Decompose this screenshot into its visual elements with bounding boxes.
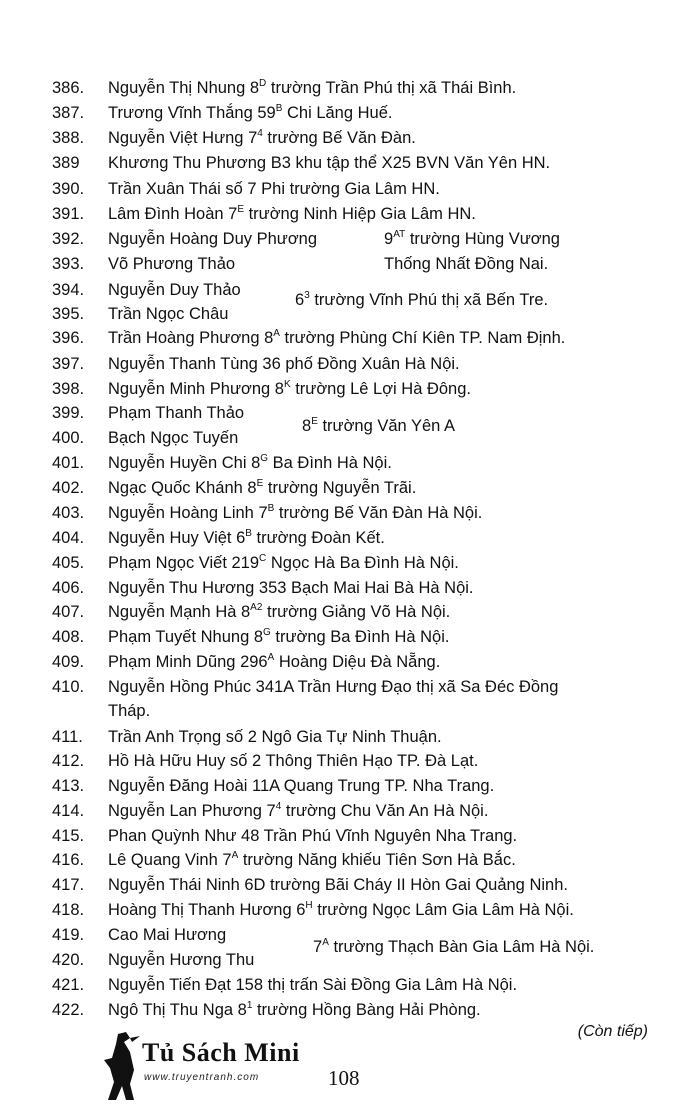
entry-text [108, 227, 317, 251]
entry-number: 418. [52, 901, 85, 919]
list-item [0, 101, 700, 125]
entry-name: Nguyễn Thị Nhung 8 [108, 79, 260, 97]
entry-text [108, 699, 150, 723]
entry-text [108, 252, 235, 276]
entry-number: 413. [52, 777, 85, 795]
class-superscript: 4 [257, 127, 263, 139]
entry-name: Nguyễn Thái Ninh 6D trường Bãi Cháy II Hòn Gai Quảng Ninh. [108, 876, 568, 894]
entry-name: Khương Thu Phương B3 khu tập thể X25 BVN Văn Yên HN. [108, 154, 551, 172]
entry-number: 398. [52, 380, 85, 398]
page-number: 108 [328, 1066, 360, 1090]
entry-number: 403. [52, 504, 85, 522]
entry-text [108, 600, 450, 624]
entry-address: trường Giảng Võ Hà Nội. [262, 603, 451, 621]
list-item [0, 177, 700, 201]
entry-number: 422. [52, 1001, 85, 1019]
list-item [0, 774, 700, 798]
entry-name: Nguyễn Minh Phương 8 [108, 380, 284, 398]
entry-text [108, 923, 226, 947]
list-item [0, 526, 700, 550]
entry-address: Ba Đình Hà Nội. [268, 454, 392, 472]
class-superscript: 4 [275, 800, 282, 812]
list-item [0, 973, 700, 997]
list-item [0, 749, 700, 773]
entry-text [108, 126, 416, 150]
entry-number: 394. [52, 281, 85, 299]
entry-name: Nguyễn Lan Phương 7 [108, 802, 276, 820]
entry-name: Lê Quang Vinh 7 [108, 851, 232, 869]
list-item [0, 476, 700, 500]
continued-note: (Còn tiếp) [577, 1023, 648, 1040]
entry-number: 414. [52, 802, 85, 820]
entry-text [108, 101, 392, 125]
entry-name: Trần Anh Trọng số 2 Ngô Gia Tự Ninh Thuận. [108, 728, 442, 746]
class-superscript: B [275, 102, 283, 114]
list-item [0, 227, 700, 251]
list-item [0, 451, 700, 475]
entry-number: 406. [52, 579, 85, 597]
entry-name: Nguyễn Hồng Phúc 341A Trần Hưng Đạo thị xã Sa Đéc Đồng [108, 678, 559, 696]
entry-text [108, 625, 450, 649]
entry-number: 402. [52, 479, 85, 497]
entry-number: 411. [52, 728, 83, 746]
entry-name: Trần Xuân Thái số 7 Phi trường Gia Lâm HN. [108, 180, 440, 198]
entry-text [108, 326, 565, 350]
entry-name: Nguyễn Huyền Chi 8 [108, 454, 261, 472]
entry-name: Nguyễn Thu Hương 353 Bạch Mai Hai Bà Hà Nội. [108, 579, 474, 597]
entry-text [108, 426, 238, 450]
entry-text [108, 278, 241, 302]
entry-text [108, 501, 482, 525]
entry-text [108, 774, 494, 798]
entry-address: Chi Lăng Huế. [282, 104, 393, 122]
list-item [0, 377, 700, 401]
list-item [0, 699, 700, 723]
entry-name: Phan Quỳnh Như 48 Trần Phú Vĩnh Nguyên Nha Trang. [108, 827, 518, 845]
entry-text [108, 151, 550, 175]
publisher-logo [100, 1030, 305, 1104]
entry-text [108, 799, 488, 823]
group-address-399-400: $8^E$ trường Văn Yên A [302, 415, 456, 435]
entry-text [108, 576, 474, 600]
list-item [0, 799, 700, 823]
entry-name: Trần Hoàng Phương 8 [108, 329, 274, 347]
entry-name: Nguyễn Hoàng Duy Phương [108, 230, 317, 248]
list-item [0, 76, 700, 100]
entry-number: 415. [52, 827, 85, 845]
list-item [0, 151, 700, 175]
class-superscript: A2 [250, 601, 263, 613]
entry-text [108, 998, 481, 1022]
entry-address: trường Phùng Chí Kiên TP. Nam Định. [279, 329, 566, 347]
entry-text [108, 177, 440, 201]
list-item [0, 625, 700, 649]
list-item [0, 551, 700, 575]
entry-text [108, 451, 392, 475]
entry-number: 409. [52, 653, 85, 671]
list-item [0, 824, 700, 848]
entry-address: trường Ba Đình Hà Nội. [270, 628, 450, 646]
entry-text [108, 476, 416, 500]
entry-name: Hồ Hà Hữu Huy số 2 Thông Thiên Hạo TP. Đà Lạt. [108, 752, 479, 770]
logo-url: www.truyentranh.com [144, 1072, 260, 1083]
entry-name: Bạch Ngọc Tuyến [108, 429, 239, 447]
class-superscript: E [256, 477, 264, 489]
class-superscript: G [260, 452, 269, 464]
entry-address: trường Ngọc Lâm Gia Lâm Hà Nội. [312, 901, 574, 919]
list-item [0, 600, 700, 624]
entry-number: 395. [52, 305, 85, 323]
list-item [0, 202, 700, 226]
group-address-392-393-line2: Thống Nhất Đồng Nai. [384, 255, 549, 273]
entry-number: 399. [52, 404, 85, 422]
entry-name: Nguyễn Việt Hưng 7 [108, 129, 258, 147]
entry-text [108, 401, 244, 425]
entry-number: 404. [52, 529, 85, 547]
list-item [0, 501, 700, 525]
class-superscript: K [283, 378, 291, 390]
entry-number: 405. [52, 554, 85, 572]
entry-name: Nguyễn Tiến Đạt 158 thị trấn Sài Đồng Gia Lâm Hà Nội. [108, 976, 518, 994]
entry-text [108, 377, 471, 401]
class-superscript: B [245, 527, 252, 539]
entry-text [108, 848, 516, 872]
entry-number: 417. [52, 876, 85, 894]
entry-address: trường Trần Phú thị xã Thái Bình. [266, 79, 517, 97]
entry-text [108, 973, 517, 997]
entry-number: 400. [52, 429, 85, 447]
entry-name: Nguyễn Hương Thu [108, 951, 255, 969]
entry-name: Ngô Thị Thu Nga 8 [108, 1001, 247, 1019]
entry-text [108, 76, 516, 100]
entry-address: trường Năng khiếu Tiên Sơn Hà Bắc. [238, 851, 516, 869]
entry-number: 393. [52, 255, 85, 273]
entry-number: 416. [52, 851, 85, 869]
entry-text [108, 898, 574, 922]
entry-text [108, 526, 385, 550]
entry-number: 410. [52, 678, 85, 696]
list-item [0, 352, 700, 376]
entry-address: trường Hồng Bàng Hải Phòng. [252, 1001, 481, 1019]
entry-number: 412. [52, 752, 85, 770]
class-superscript: B [267, 502, 275, 514]
entry-name: Nguyễn Huy Việt 6 [108, 529, 246, 547]
class-superscript: E [237, 203, 244, 215]
entry-text [108, 749, 478, 773]
list-item [0, 126, 700, 150]
group-address-392-393-line1: $9^{AT}$ trường Hùng Vương [384, 228, 560, 248]
entry-text [108, 948, 254, 972]
list-item [0, 998, 700, 1022]
entry-name: Nguyễn Thanh Tùng 36 phố Đồng Xuân Hà Nội. [108, 355, 460, 373]
entry-address: trường Bế Văn Đàn. [262, 129, 416, 147]
entry-number: 408. [52, 628, 85, 646]
list-item [0, 725, 700, 749]
entry-text [108, 873, 568, 897]
entry-name: Nguyễn Duy Thảo [108, 281, 241, 299]
class-superscript: G [263, 626, 271, 638]
entry-name: Hoàng Thị Thanh Hương 6 [108, 901, 306, 919]
entry-name: Lâm Đình Hoàn 7 [108, 205, 238, 223]
list-item [0, 848, 700, 872]
entry-address: Ngọc Hà Ba Đình Hà Nội. [266, 554, 459, 572]
entry-number: 389 [52, 154, 80, 172]
entry-text [108, 725, 442, 749]
entry-address: trường Bế Văn Đàn Hà Nội. [274, 504, 483, 522]
entry-text [108, 302, 228, 326]
entry-number: 401. [52, 454, 85, 472]
entry-number: 388. [52, 129, 85, 147]
class-superscript: D [259, 77, 267, 89]
entry-name: Phạm Tuyết Nhung 8 [108, 628, 264, 646]
entry-address: Hoàng Diệu Đà Nẵng. [274, 653, 441, 671]
entry-number: 386. [52, 79, 85, 97]
entry-name: Nguyễn Mạnh Hà 8 [108, 603, 251, 621]
group-address-394-395: $6^3$ trường Vĩnh Phú thị xã Bến Tre. [295, 289, 549, 309]
entry-address: trường Ninh Hiệp Gia Lâm HN. [244, 205, 476, 223]
list-item [0, 898, 700, 922]
entry-text [108, 202, 476, 226]
entry-text [108, 352, 460, 376]
entry-address: trường Đoàn Kết. [251, 529, 385, 547]
class-superscript: A [231, 849, 239, 861]
entry-number: 397. [52, 355, 85, 373]
entry-name: Nguyễn Đăng Hoài 11A Quang Trung TP. Nha Trang. [108, 777, 495, 795]
entry-text [108, 650, 440, 674]
entry-number: 396. [52, 329, 85, 347]
entry-number: 390. [52, 180, 85, 198]
logo-title: Tủ Sách Mini [142, 1038, 300, 1067]
entry-address: trường Nguyễn Trãi. [263, 479, 417, 497]
entry-text [108, 551, 459, 575]
entry-address: trường Lê Lợi Hà Đông. [290, 380, 471, 398]
entry-text [108, 824, 517, 848]
class-superscript: H [305, 899, 313, 911]
list-item [0, 252, 700, 276]
entry-name: Ngạc Quốc Khánh 8 [108, 479, 257, 497]
entry-name: Võ Phương Thảo [108, 255, 236, 273]
group-address-419-420: $7^A$ trường Thạch Bàn Gia Lâm Hà Nội. [313, 936, 595, 956]
entry-number: 392. [52, 230, 85, 248]
entry-number: 419. [52, 926, 85, 944]
class-superscript: A [273, 327, 280, 339]
class-superscript: C [259, 552, 267, 564]
entry-name: Trương Vĩnh Thắng 59 [108, 104, 276, 122]
entry-name: Nguyễn Hoàng Linh 7 [108, 504, 268, 522]
entry-name: Trần Ngọc Châu [108, 305, 229, 323]
bird-silhouette-icon [100, 1030, 144, 1104]
entry-number: 407. [52, 603, 85, 621]
class-superscript: A [267, 651, 275, 663]
entry-name: Cao Mai Hương [108, 926, 227, 944]
entry-name: Tháp. [108, 702, 151, 720]
entry-number: 420. [52, 951, 85, 969]
list-item [0, 873, 700, 897]
entry-name: Phạm Thanh Thảo [108, 404, 245, 422]
entry-number: 421. [52, 976, 85, 994]
entry-name: Phạm Minh Dũng 296 [108, 653, 268, 671]
list-item [0, 576, 700, 600]
entry-name: Phạm Ngọc Viết 219 [108, 554, 260, 572]
entry-number: 387. [52, 104, 85, 122]
entry-text [108, 675, 558, 699]
list-item [0, 326, 700, 350]
entry-number: 391. [52, 205, 85, 223]
list-item [0, 675, 700, 699]
class-superscript: 1 [246, 999, 253, 1011]
entry-address: trường Chu Văn An Hà Nội. [281, 802, 489, 820]
list-item [0, 650, 700, 674]
